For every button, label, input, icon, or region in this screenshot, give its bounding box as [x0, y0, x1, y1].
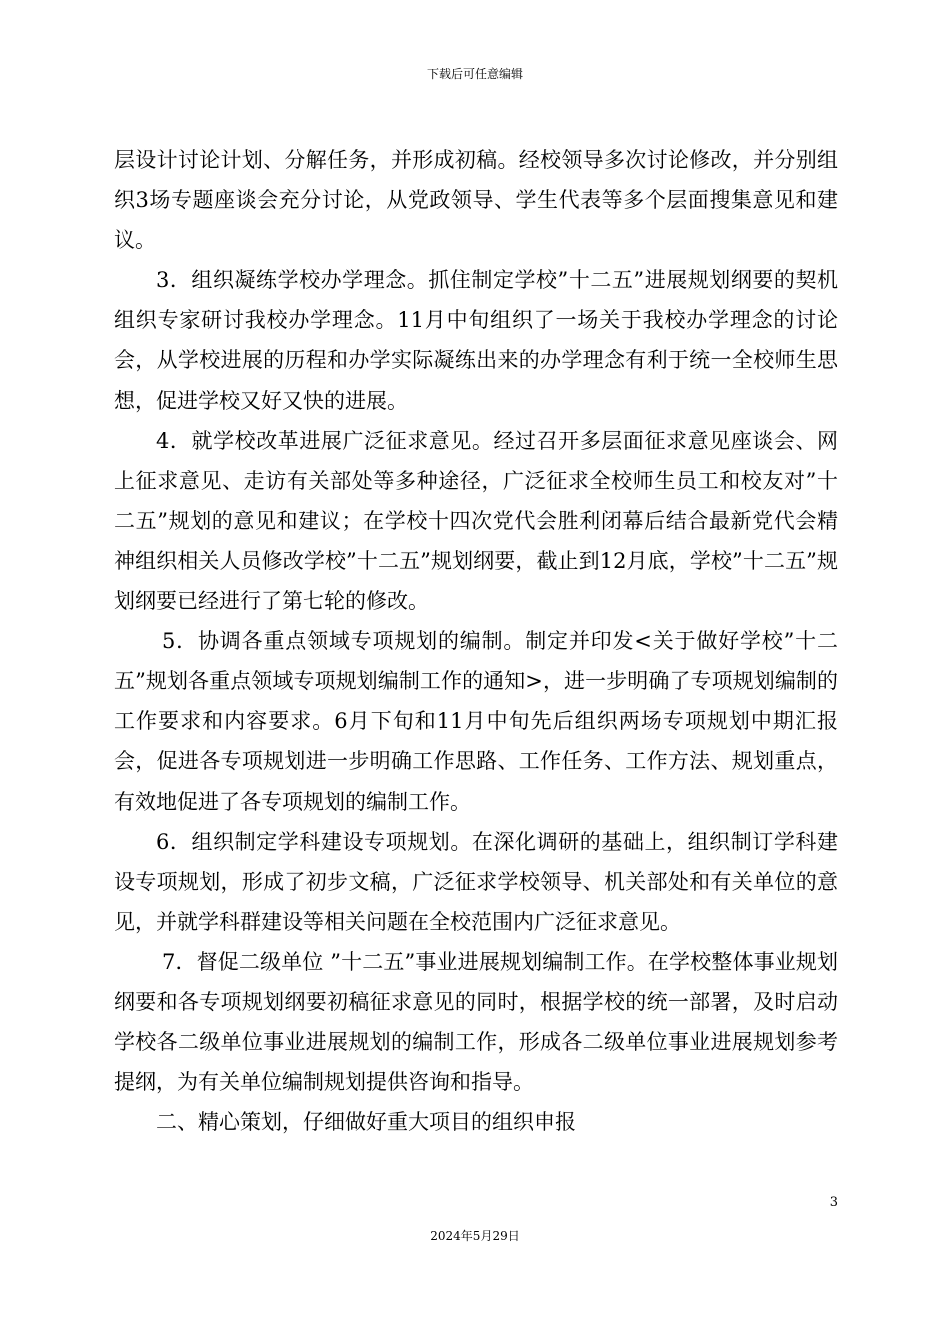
paragraph-continuation: 层设计讨论计划、分解任务，并形成初稿。经校领导多次讨论修改，并分别组织3场专题座谈会充分讨论，从党政领导、学生代表等多个层面搜集意见和建议。 [114, 148, 838, 253]
page-number: 3 [829, 1195, 838, 1210]
paragraph-item-6: 6．组织制定学科建设专项规划。在深化调研的基础上，组织制订学科建设专项规划，形成了初步文稿，广泛征求学校领导、机关部处和有关单位的意见，并就学科群建设等相关问题在全校范围内广泛征求意见。 [114, 829, 838, 934]
paragraph-item-4: 4．就学校改革进展广泛征求意见。经过召开多层面征求意见座谈会、网上征求意见、走访有关部处等多种途径，广泛征求全校师生员工和校友对”十二五”规划的意见和建议；在学校十四次党代会胜利闭幕后结合最新党代会精神组织相关人员修改学校”十二五”规划纲要，截止到12月底，学校”十二五”规划纲要已经进行了第七轮的修改。 [114, 428, 838, 614]
document-body [114, 140, 838, 1142]
page-header: 下载后可任意编辑 [426, 67, 523, 81]
section-heading: 二、精心策划，仔细做好重大项目的组织申报 [156, 1110, 576, 1135]
paragraph-item-7: 7．督促二级单位 ”十二五”事业进展规划编制工作。在学校整体事业规划纲要和各专项规划纲要初稿征求意见的同时，根据学校的统一部署，及时启动学校各二级单位事业进展规划的编制工作，形成各二级单位事业进展规划参考提纲，为有关单位编制规划提供咨询和指导。 [114, 949, 838, 1095]
page-footer-date: 2024年5月29日 [430, 1229, 520, 1243]
paragraph-item-3: 3．组织凝练学校办学理念。抓住制定学校”十二五”进展规划纲要的契机组织专家研讨我校办学理念。11月中旬组织了一场关于我校办学理念的讨论会，从学校进展的历程和办学实际凝练出来的办学理念有利于统一全校师生思想，促进学校又好又快的进展。 [114, 268, 838, 413]
paragraph-item-5: 5．协调各重点领域专项规划的编制。制定并印发<关于做好学校”十二五”规划各重点领域专项规划编制工作的通知>，进一步明确了专项规划编制的工作要求和内容要求。6月下旬和11月中旬先后组织两场专项规划中期汇报会，促进各专项规划进一步明确工作思路、工作任务、工作方法、规划重点，有效地促进了各专项规划的编制工作。 [114, 629, 838, 814]
